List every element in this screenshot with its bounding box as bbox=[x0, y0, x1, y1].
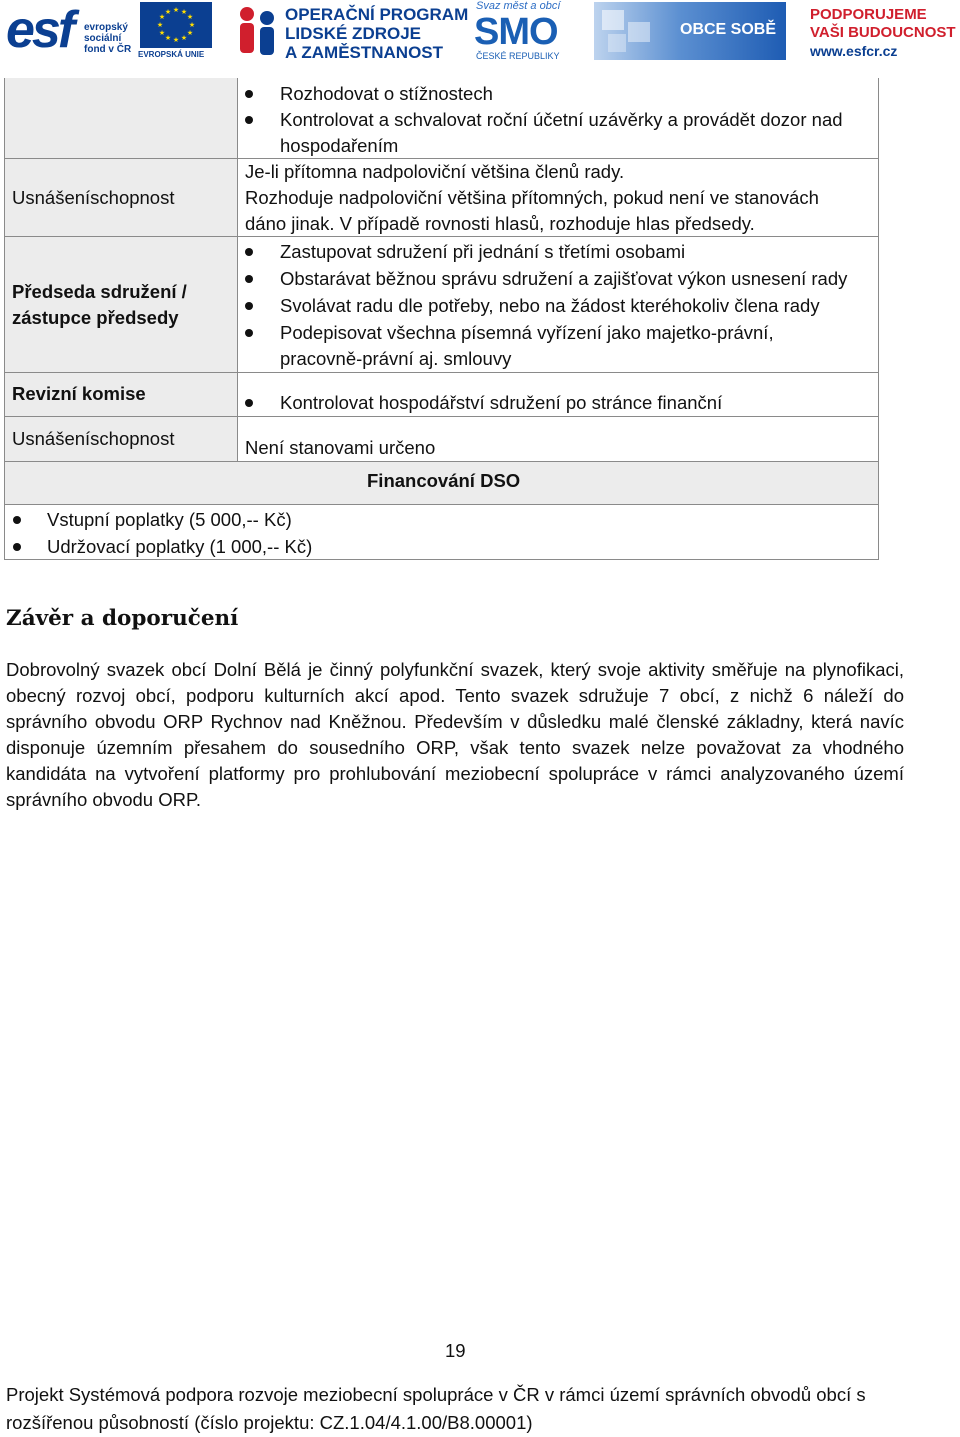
svg-text:★: ★ bbox=[172, 6, 180, 14]
esf-logo bbox=[4, 0, 136, 64]
esf-logo-line: fond v ČR bbox=[84, 44, 132, 55]
op-line: OPERAČNÍ PROGRAM bbox=[285, 5, 469, 24]
svg-text:★: ★ bbox=[188, 21, 196, 29]
svg-text:★: ★ bbox=[180, 8, 188, 16]
esf-logo-text bbox=[84, 22, 131, 55]
svg-text:★: ★ bbox=[158, 13, 166, 21]
svg-text:★: ★ bbox=[164, 8, 172, 16]
footer-line: rozšířenou působností (číslo projektu: CZ.1.04/4.1.00/B8.00001) bbox=[6, 1412, 533, 1433]
page-number: 19 bbox=[445, 1340, 466, 1361]
chair-label: zástupce předsedy bbox=[12, 307, 179, 328]
obce-sobe-logo bbox=[594, 0, 786, 64]
conclusion-paragraph: Dobrovolný svazek obcí Dolní Bělá je činný polyfunkční svazek, který svoje aktivity směřuje na plynofikaci, obecný rozvoj obcí, podporu kulturních akcí apod. Tento svazek sdružuje 7 obcí, z nichž 6 náleží do správního obvodu ORP Rychnov nad Kněžnou. Především v důsledku malé členské základny, která navíc disponuje územním přesahem do sousedního ORP, však tento svazek nelze považovat za vhodného kandidáta na vytvoření platformy pro prohlubování meziobecní spolupráce v rámci analyzovaného území správního obvodu ORP. bbox=[6, 659, 904, 810]
support-line1: PODPORUJEME bbox=[810, 6, 927, 23]
people-icon bbox=[235, 4, 279, 58]
row-divider bbox=[5, 372, 878, 373]
quorum-text-line: Rozhoduje nadpoloviční většina přítomných, pokud není ve stanovách bbox=[245, 187, 819, 208]
svg-text:★: ★ bbox=[158, 29, 166, 37]
eu-flag-icon bbox=[140, 2, 212, 48]
eu-caption: EVROPSKÁ UNIE bbox=[138, 50, 205, 59]
esf-logo-line: evropský bbox=[84, 22, 128, 33]
row-divider bbox=[5, 504, 878, 505]
svg-text:★: ★ bbox=[186, 29, 194, 37]
svg-text:★: ★ bbox=[156, 21, 164, 29]
financing-title: Financování DSO bbox=[367, 470, 521, 491]
quorum-label: Usnášeníschopnost bbox=[12, 187, 175, 208]
support-url: www.esfcr.cz bbox=[810, 43, 898, 59]
puzzle-icon bbox=[594, 2, 674, 60]
support-line2: VAŠI BUDOUCNOST bbox=[810, 24, 956, 41]
svg-text:★: ★ bbox=[180, 34, 188, 42]
audit-committee-label: Revizní komise bbox=[12, 383, 146, 404]
esf-logo-mark: esf bbox=[6, 1, 73, 59]
svg-text:★: ★ bbox=[172, 36, 180, 44]
svg-text:★: ★ bbox=[164, 34, 172, 42]
section-heading: Závěr a doporučení bbox=[6, 606, 239, 631]
row-divider bbox=[5, 416, 878, 417]
eu-flag-logo bbox=[138, 0, 218, 64]
dso-structure-table: Rozhodovat o stížnostech Kontrolovat a schvalovat roční účetní uzávěrky a provádět dozor nad hospodařením Usnášeníschopnost Je-li přítomna nadpoloviční většina členů rady. Rozhoduje nadpoloviční většina přítomných, pokud není ve stanovách dáno jinak. V případě rovnosti hlasů, rozhoduje hlas předsedy. Předseda sdružení / zástupce předsedy Zastupovat sdružení při jednání s třetími osobami Obstarávat běžnou správu sdružení a zajišťovat výkon usnesení rady Svolávat radu dle potřeby, nebo na žádost kteréhokoliv člena rady Podepisovat všechna písemná vyřízení jako majetko-právní, pracovně-právní aj. smlouvy Revizní komise Kontrolovat hospodářství sdružení po stránce finanční Usnášeníschopnost Není stanovami určeno Financování DSO Vstupní poplatky (5 000,-- Kč) Udržovací poplatky (1 000,-- Kč) bbox=[4, 78, 879, 560]
footer-line: Projekt Systémová podpora rozvoje meziobecní spolupráce v ČR v rámci území správních obvodů obcí s bbox=[6, 1384, 866, 1405]
obce-sobe-text: OBCE SOBĚ bbox=[680, 21, 777, 38]
quorum-text: Není stanovami určeno bbox=[245, 437, 436, 458]
op-line: LIDSKÉ ZDROJE bbox=[285, 24, 422, 43]
op-lzz-text bbox=[285, 5, 468, 62]
smo-mark: SMO bbox=[474, 11, 558, 53]
esfcr-logo bbox=[806, 0, 960, 64]
op-line: A ZAMĚSTNANOST bbox=[285, 43, 444, 62]
page-footer bbox=[6, 1381, 926, 1437]
financing-header bbox=[5, 462, 878, 504]
chair-label: Předseda sdružení / bbox=[12, 281, 187, 302]
smo-top-text: Svaz měst a obcí bbox=[476, 0, 561, 12]
smo-bottom-text: ČESKÉ REPUBLIKY bbox=[476, 51, 560, 61]
esf-logo-line: sociální bbox=[84, 33, 122, 44]
op-lzz-logo bbox=[233, 0, 469, 64]
quorum-label: Usnášeníschopnost bbox=[12, 428, 175, 449]
svg-text:★: ★ bbox=[186, 13, 194, 21]
smo-logo bbox=[470, 0, 580, 64]
quorum-text-line: dáno jinak. V případě rovnosti hlasů, rozhoduje hlas předsedy. bbox=[245, 213, 755, 234]
header-logo-bar bbox=[0, 0, 960, 66]
quorum-text-line: Je-li přítomna nadpoloviční většina členů rady. bbox=[245, 161, 625, 182]
